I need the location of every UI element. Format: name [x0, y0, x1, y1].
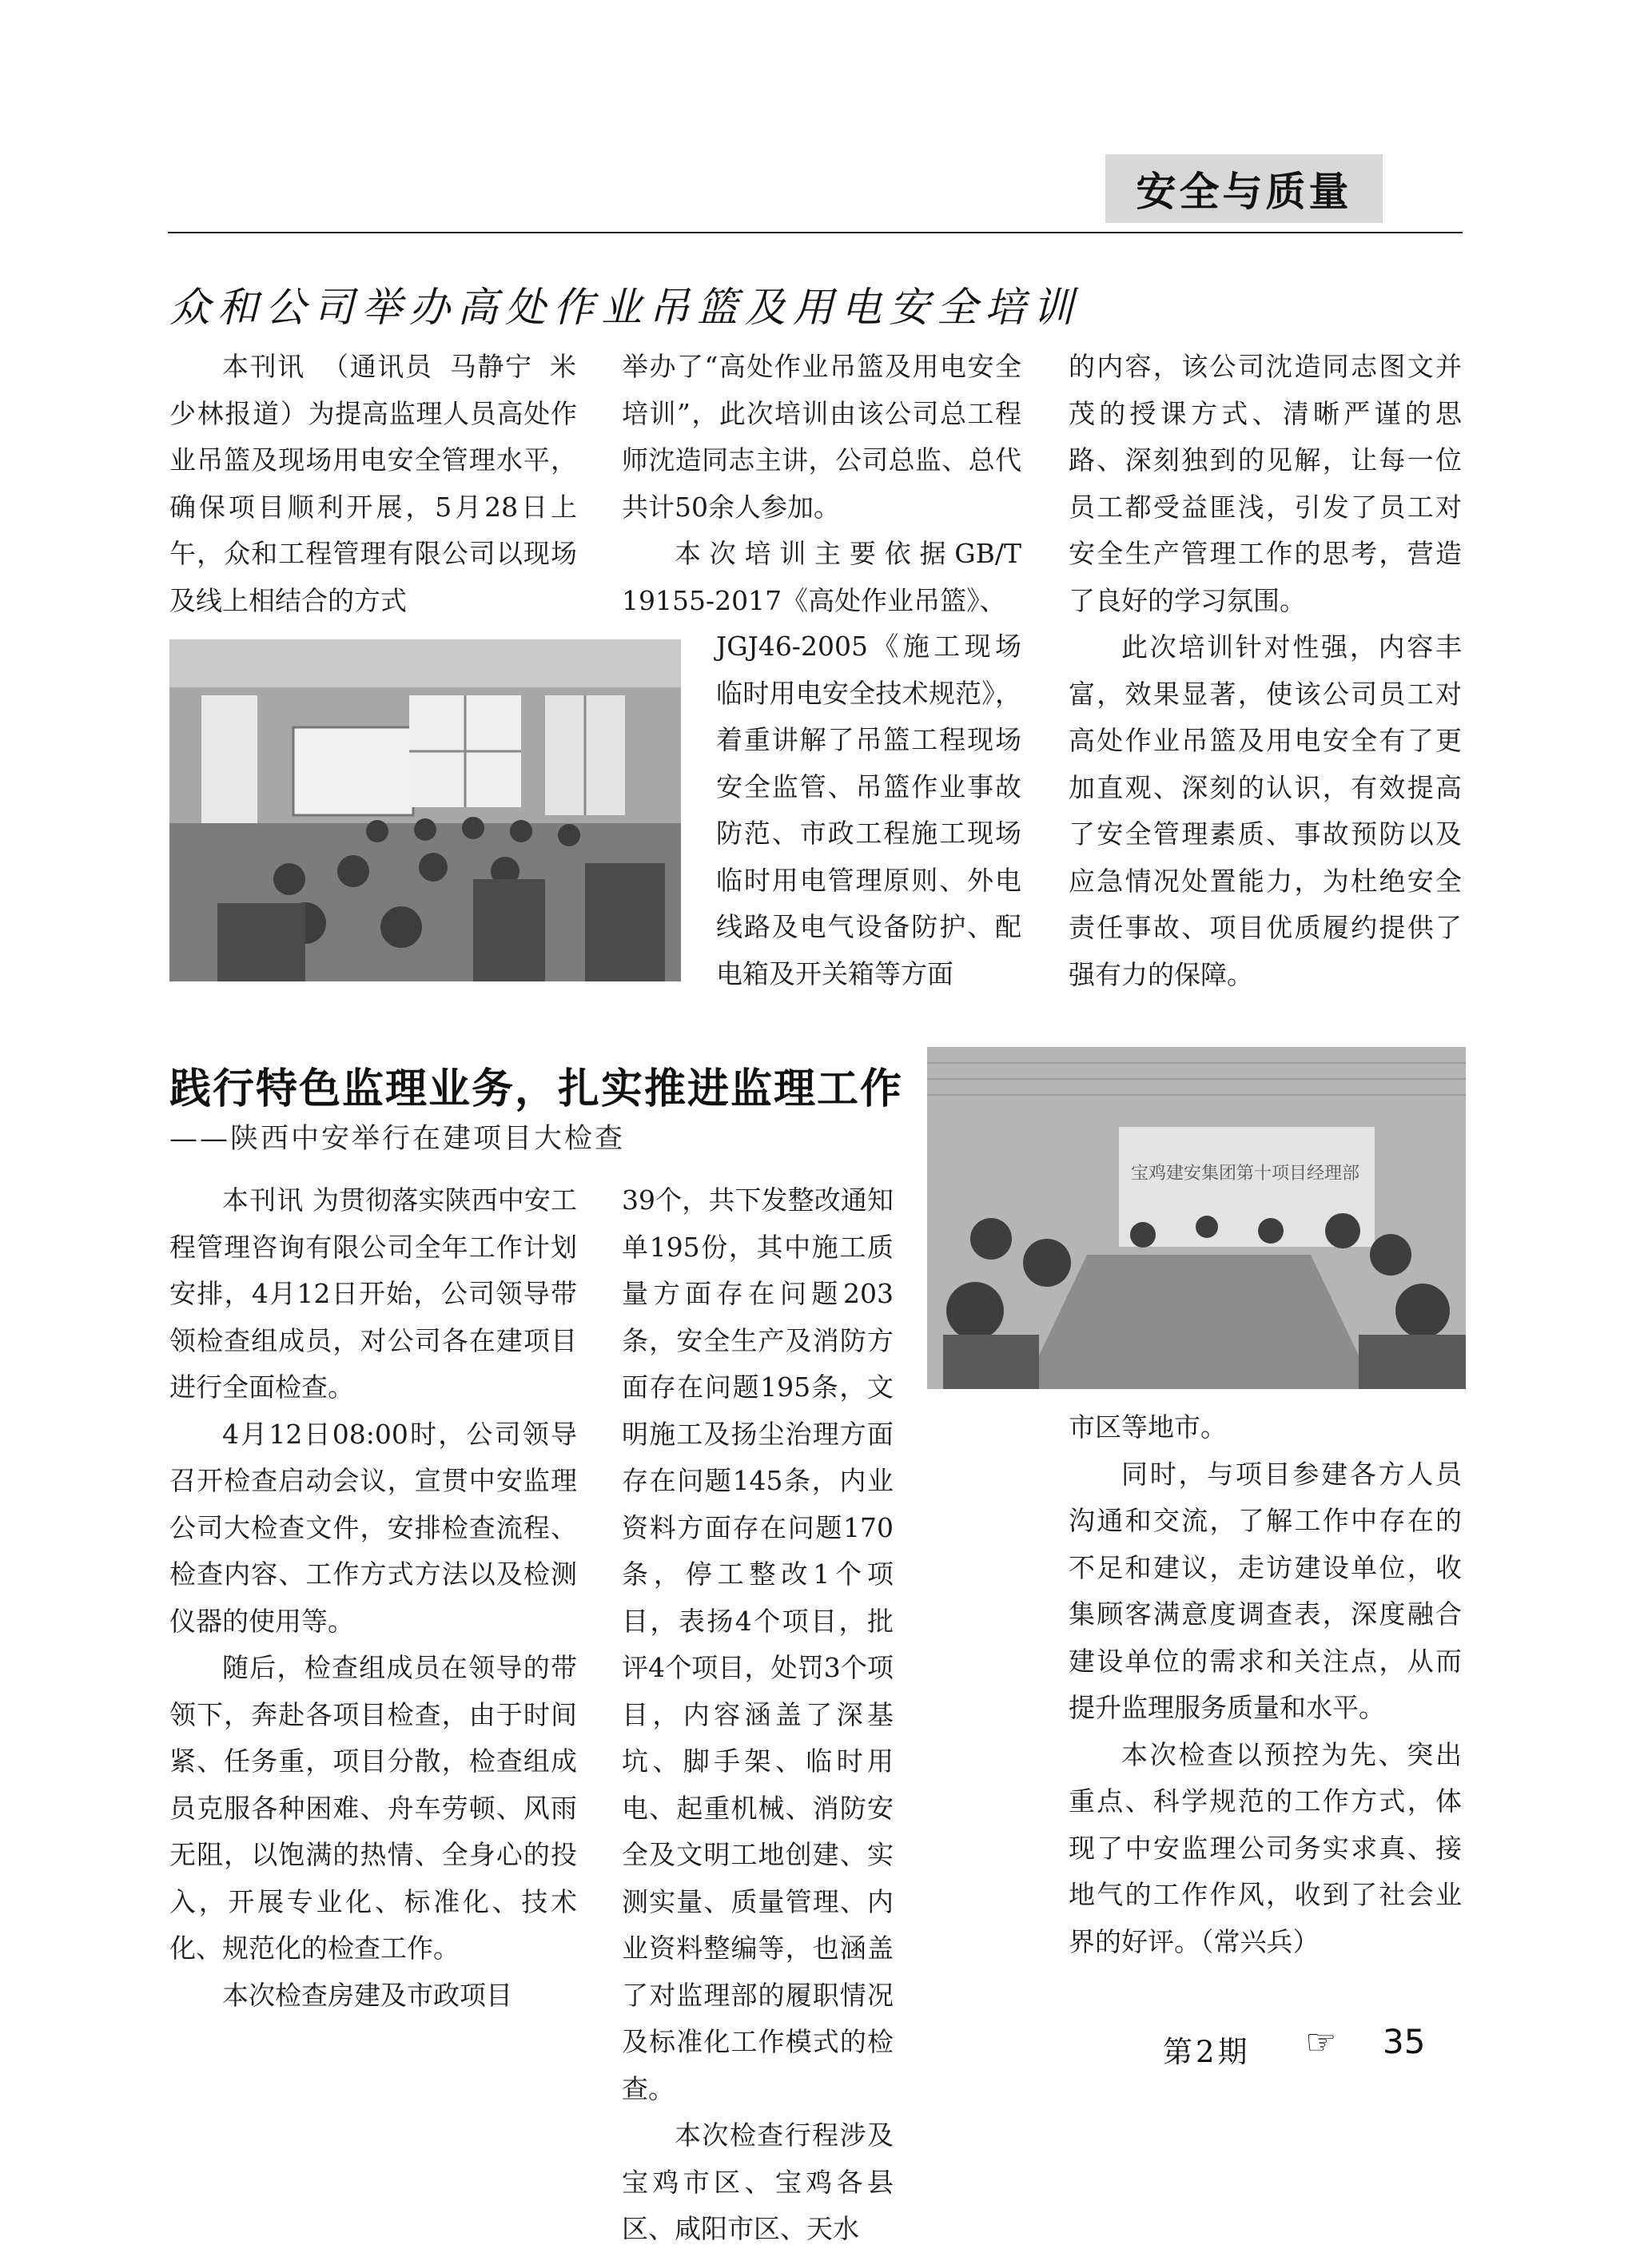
article2-col3-p1: 市区等地市。: [1069, 1411, 1227, 1443]
pointing-hand-icon: ☞: [1305, 2022, 1337, 2063]
training-photo: [169, 639, 681, 981]
issue-number: 第2期: [1163, 2035, 1251, 2069]
article1-col3: [1069, 344, 1462, 998]
article1-col1-text: 为提高监理人员高处作业吊篮及现场用电安全管理水平，确保项目顺利开展，5月28日上午，众和工程管理有限公司以现场及线上相结合的方式: [169, 397, 578, 616]
article1-title: 众和公司举办高处作业吊篮及用电安全培训: [169, 285, 1081, 332]
article1-col2-wrap: [716, 623, 1021, 997]
page-number: 35: [1383, 2022, 1426, 2061]
article2-col3: [1069, 1404, 1462, 1965]
article1-col3-p2: 此次培训针对性强，内容丰富，效果显著，使该公司员工对高处作业吊篮及用电安全有了更加直观、深刻的认识，有效提高了安全管理素质、事故预防以及应急情况处置能力，为杜绝安全责任事故、项目优质履约提供了强有力的保障。: [1069, 631, 1462, 990]
article2-lead: 本刊讯: [222, 1184, 305, 1216]
article2-col1-p1: 为贯彻落实陕西中安工程管理咨询有限公司全年工作计划安排，4月12日开始，公司领导带领检查组成员，对公司各在建项目进行全面检查。: [169, 1184, 578, 1403]
article1-col3-p1: 的内容，该公司沈造同志图文并茂的授课方式、清晰严谨的思路、深刻独到的见解，让每一位员工都受益匪浅，引发了员工对安全生产管理工作的思考，营造了良好的学习氛围。: [1069, 351, 1462, 616]
training-photo-illustration: [169, 639, 681, 981]
article2-col3-p3: 本次检查以预控为先、突出重点、科学规范的工作方式，体现了中安监理公司务实求真、接地气的工作作风，收到了社会业界的好评。（常兴兵）: [1069, 1738, 1462, 1957]
article1-col2-p2: 本次培训主要依据GB/T 19155-2017《高处作业吊篮》、: [622, 538, 1021, 616]
article1-col2-p3: JGJ46-2005《施工现场临时用电安全技术规范》，着重讲解了吊篮工程现场安全监管、吊篮作业事故防范、市政工程施工现场临时用电管理原则、外电线路及电气设备防护、配电箱及开关箱等方面: [716, 631, 1021, 989]
article1-lead: 本刊讯 （通讯员 马静宁 米少林报道）: [169, 351, 577, 429]
article2-col1-p2: 4月12日08:00时，公司领导召开检查启动会议，宣贯中安监理公司大检查文件，安排检查流程、检查内容、工作方式方法以及检测仪器的使用等。: [169, 1418, 577, 1637]
article2-col1-p4: 本次检查房建及市政项目: [222, 1979, 512, 2011]
inspection-photo-illustration: [927, 1047, 1466, 1389]
article2-col2-p1: 39个，共下发整改通知单195份，其中施工质量方面存在问题203条，安全生产及消防方面存在问题195条，文明施工及扬尘治理方面存在问题145条，内业资料方面存在问题170条，停工整改1个项目，表扬4个项目，批评4个项目，处罚3个项目，内容涵盖了深基坑、脚手架、临时用电、起重机械、消防安全及文明工地创建、实测实量、质量管理、内业资料整编等，也涵盖了对监理部的履职情况及标准化工作模式的检查。: [622, 1184, 894, 2104]
article1-col1: [169, 344, 577, 624]
article2-title: 践行特色监理业务，扎实推进监理工作: [169, 1065, 904, 1113]
article1-col2-p1: 举办了“高处作业吊篮及用电安全培训”，此次培训由该公司总工程师沈造同志主讲，公司总监、总代共计50余人参加。: [622, 351, 1021, 523]
article2-col2: [622, 1177, 894, 2253]
section-label: 安全与质量: [1105, 154, 1383, 223]
article2-col3-p2: 同时，与项目参建各方人员沟通和交流，了解工作中存在的不足和建议，走访建设单位，收集顾客满意度调查表，深度融合建设单位的需求和关注点，从而提升监理服务质量和水平。: [1069, 1458, 1462, 1723]
article2-col1: [169, 1177, 577, 2019]
article2-col2-p2: 本次检查行程涉及宝鸡市区、宝鸡各县区、咸阳市区、天水: [622, 2120, 894, 2244]
header-rule: [168, 232, 1463, 233]
photo-banner-text: 宝鸡建安集团第十项目经理部: [1131, 1164, 1360, 1184]
article2-col1-p3: 随后，检查组成员在领导的带领下，奔赴各项目检查，由于时间紧、任务重，项目分散，检查组成员克服各种困难、舟车劳顿、风雨无阻，以饱满的热情、全身心的投入，开展专业化、标准化、技术化、规范化的检查工作。: [169, 1652, 577, 1964]
article2-subtitle: ——陕西中安举行在建项目大检查: [169, 1123, 626, 1155]
inspection-photo: [927, 1047, 1466, 1389]
article1-col2-top: [622, 344, 1021, 624]
